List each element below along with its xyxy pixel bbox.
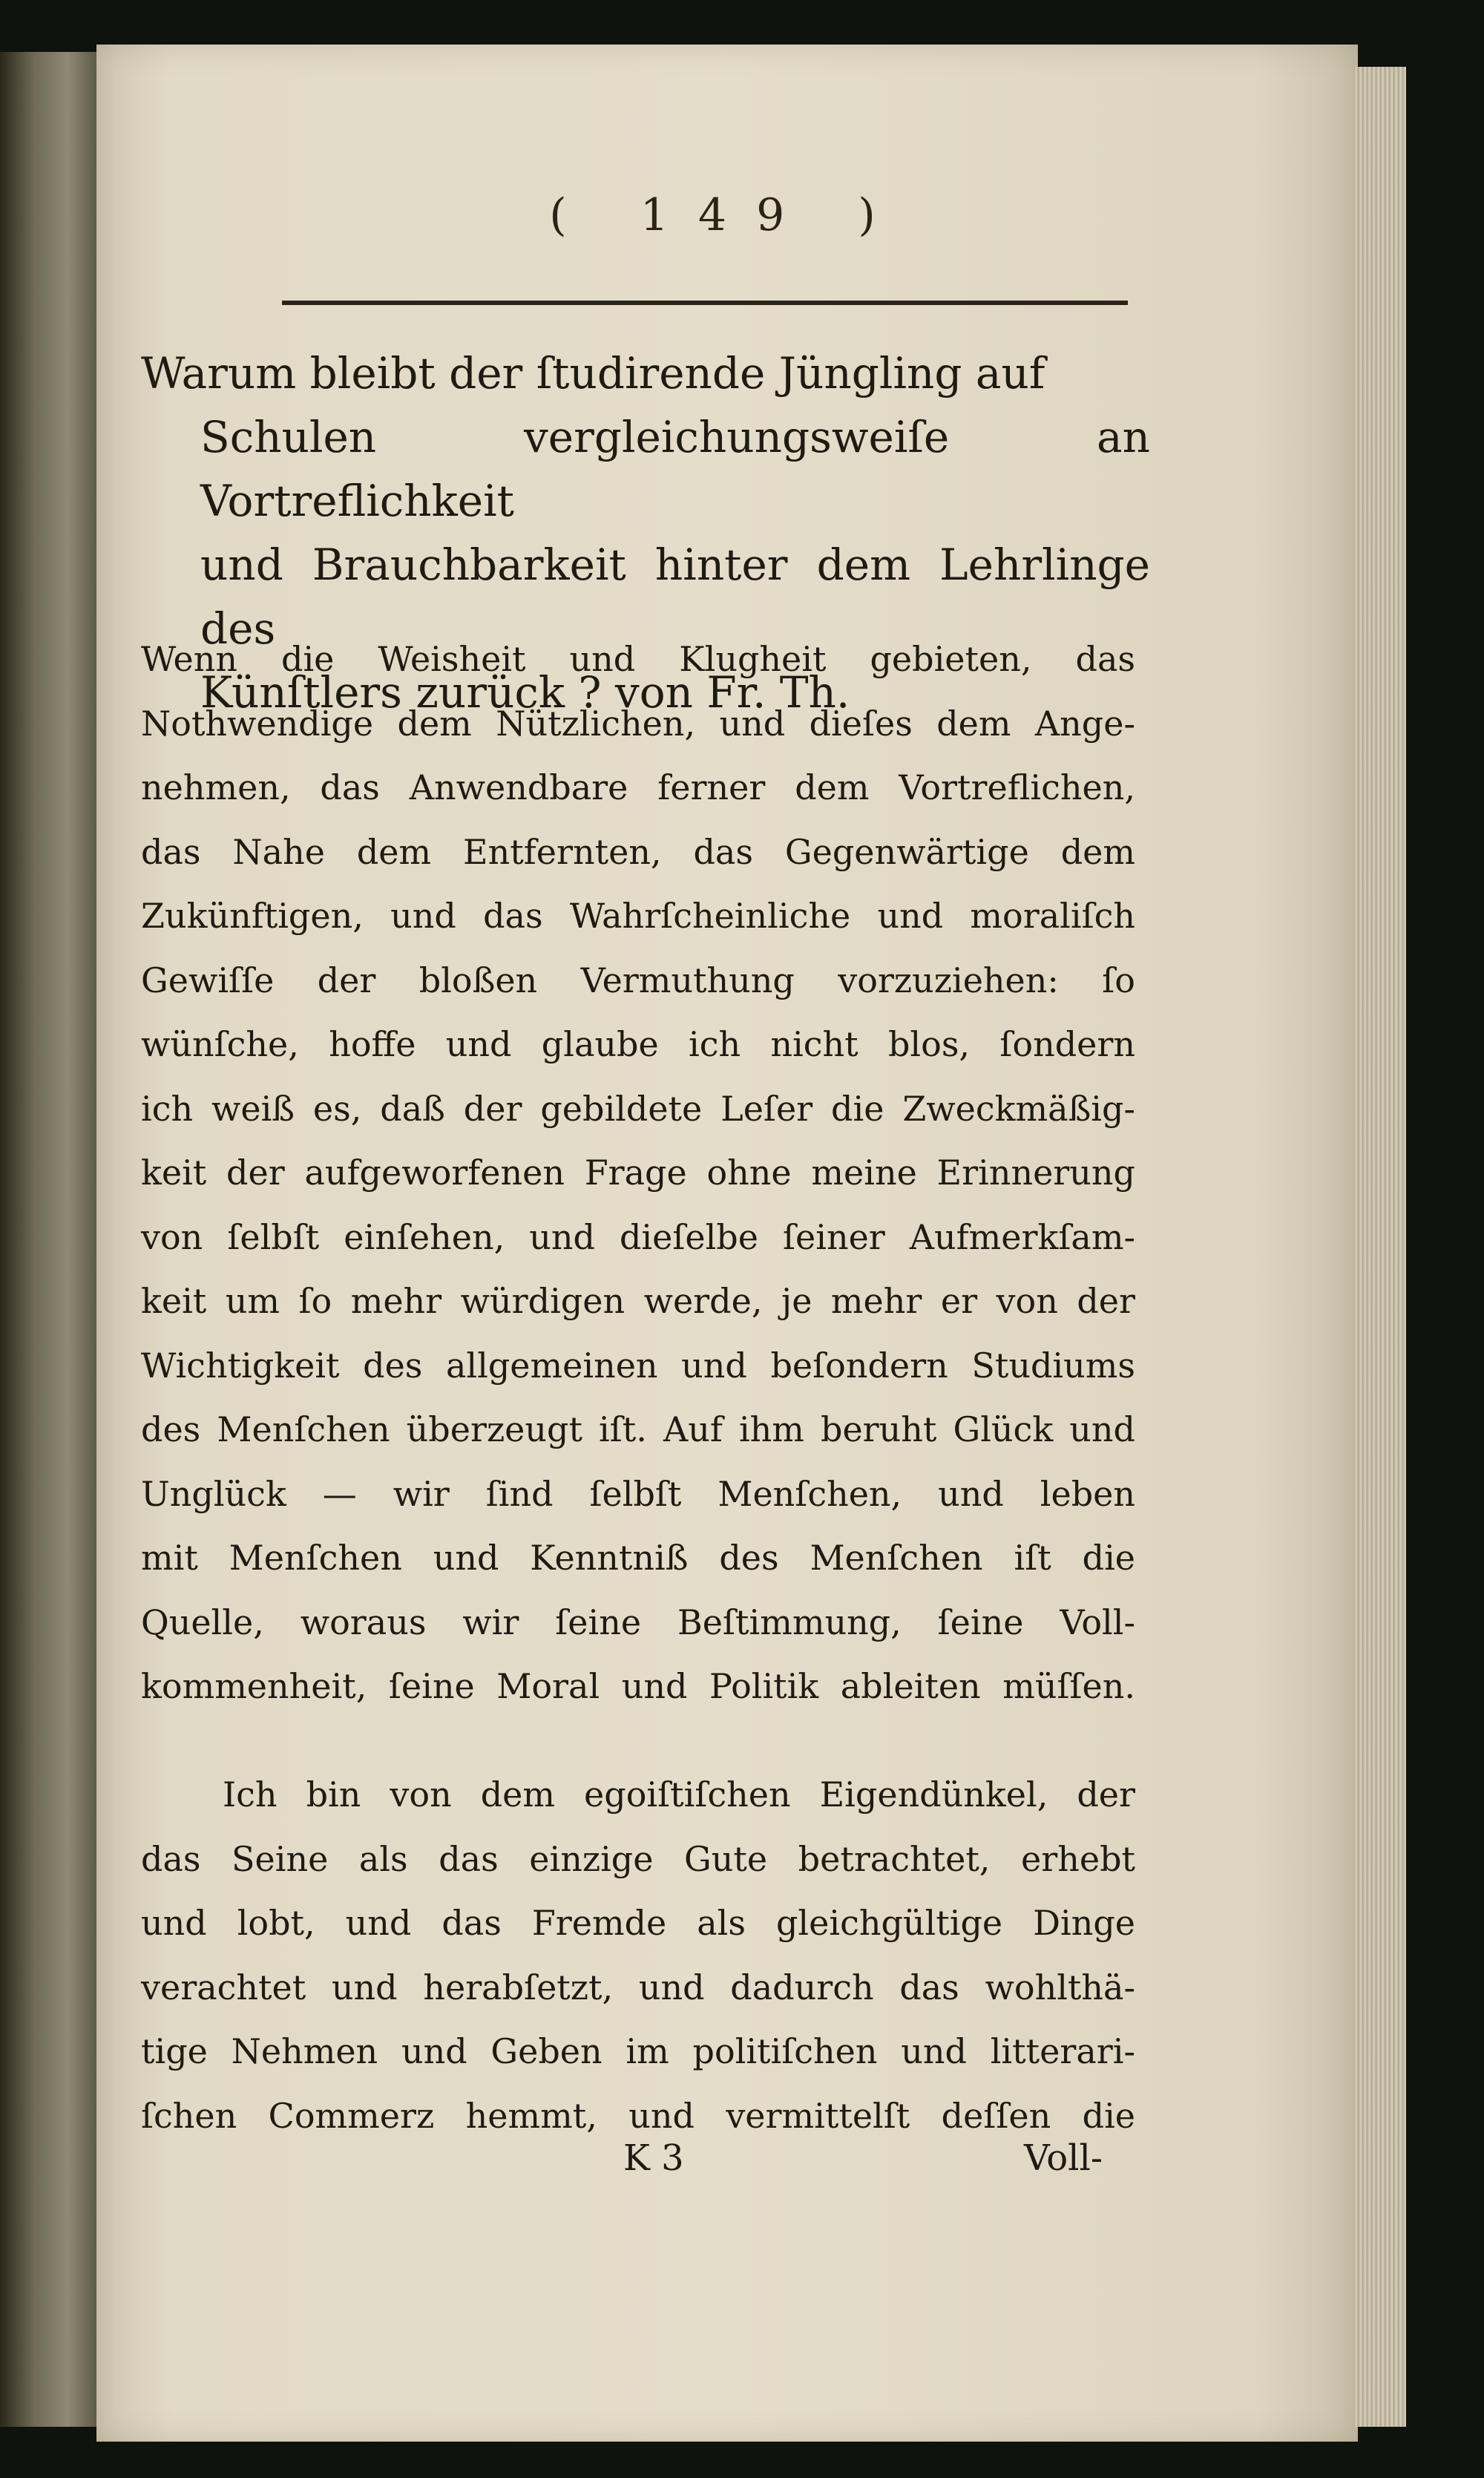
- text-line: wünſche, hoffe und glaube ich nicht blos, ſondern: [141, 1024, 1135, 1064]
- text-line: des Menſchen überzeugt iſt. Auf ihm beruht Glück und: [141, 1409, 1135, 1449]
- text-line: Unglück — wir ſind ſelbſt Menſchen, und leben: [141, 1473, 1135, 1514]
- text-line: ich weiß es, daß der gebildete Leſer die Zweckmäßig-: [141, 1088, 1135, 1129]
- text-line: keit der aufgeworfenen Frage ohne meine Erinnerung: [141, 1153, 1135, 1193]
- text-line: Wichtigkeit des allgemeinen und beſondern Studiums: [141, 1345, 1135, 1386]
- text-line: Gewiſſe der bloßen Vermuthung vorzuziehen: ſo: [141, 960, 1135, 1000]
- text-line: Quelle, woraus wir ſeine Beſtimmung, ſeine Voll-: [141, 1602, 1135, 1642]
- text-line: kommenheit, ſeine Moral und Politik ableiten müſſen.: [141, 1666, 1135, 1706]
- page-number-header: ( 149 ): [549, 189, 905, 241]
- title-line: Künſtlers zurück ? von Fr. Th.: [200, 667, 850, 718]
- paragraph-2: [141, 1763, 1135, 2148]
- title-line: Schulen vergleichungsweiſe an Vortreflichkeit: [200, 412, 1150, 526]
- text-line: Ich bin von dem egoiſtiſchen Eigendünkel, der: [223, 1774, 1135, 1815]
- text-line: das Nahe dem Entfernten, das Gegenwärtige dem: [141, 831, 1135, 872]
- title-line: und Brauchbarkeit hinter dem Lehrlinge des: [200, 540, 1150, 654]
- header-rule: [282, 301, 1128, 305]
- catchword: Voll-: [1024, 2137, 1103, 2179]
- text-line: nehmen, das Anwendbare ferner dem Vortreflichen,: [141, 767, 1135, 807]
- text-line: tige Nehmen und Geben im politiſchen und litterari-: [141, 2031, 1135, 2071]
- title-line: Warum bleibt der ſtudirende Jüngling auf: [141, 348, 1045, 399]
- text-line: von ſelbſt einſehen, und dieſelbe ſeiner Aufmerkſam-: [141, 1216, 1135, 1257]
- text-line: Zukünftigen, und das Wahrſcheinliche und moraliſch: [141, 896, 1135, 936]
- text-line: und lobt, und das Fremde als gleichgültige Dinge: [141, 1903, 1135, 1943]
- text-line: mit Menſchen und Kenntniß des Menſchen iſt die: [141, 1538, 1135, 1578]
- text-line: ſchen Commerz hemmt, und vermittelſt deſſen die: [141, 2095, 1135, 2136]
- paragraph-1: [141, 627, 1135, 1719]
- page-stack-edge: [1354, 67, 1406, 2427]
- signature-mark: K 3: [623, 2137, 684, 2179]
- text-line: verachtet und herabſetzt, und dadurch das wohlthä-: [141, 1967, 1135, 2007]
- text-line: Wenn die Weisheit und Klugheit gebieten, das: [141, 639, 1135, 679]
- left-page-edge: [0, 52, 96, 2427]
- text-line: Nothwendige dem Nützlichen, und dieſes dem Ange-: [141, 703, 1135, 744]
- text-line: keit um ſo mehr würdigen werde, je mehr er von der: [141, 1281, 1135, 1321]
- text-line: das Seine als das einzige Gute betrachtet, erhebt: [141, 1838, 1135, 1879]
